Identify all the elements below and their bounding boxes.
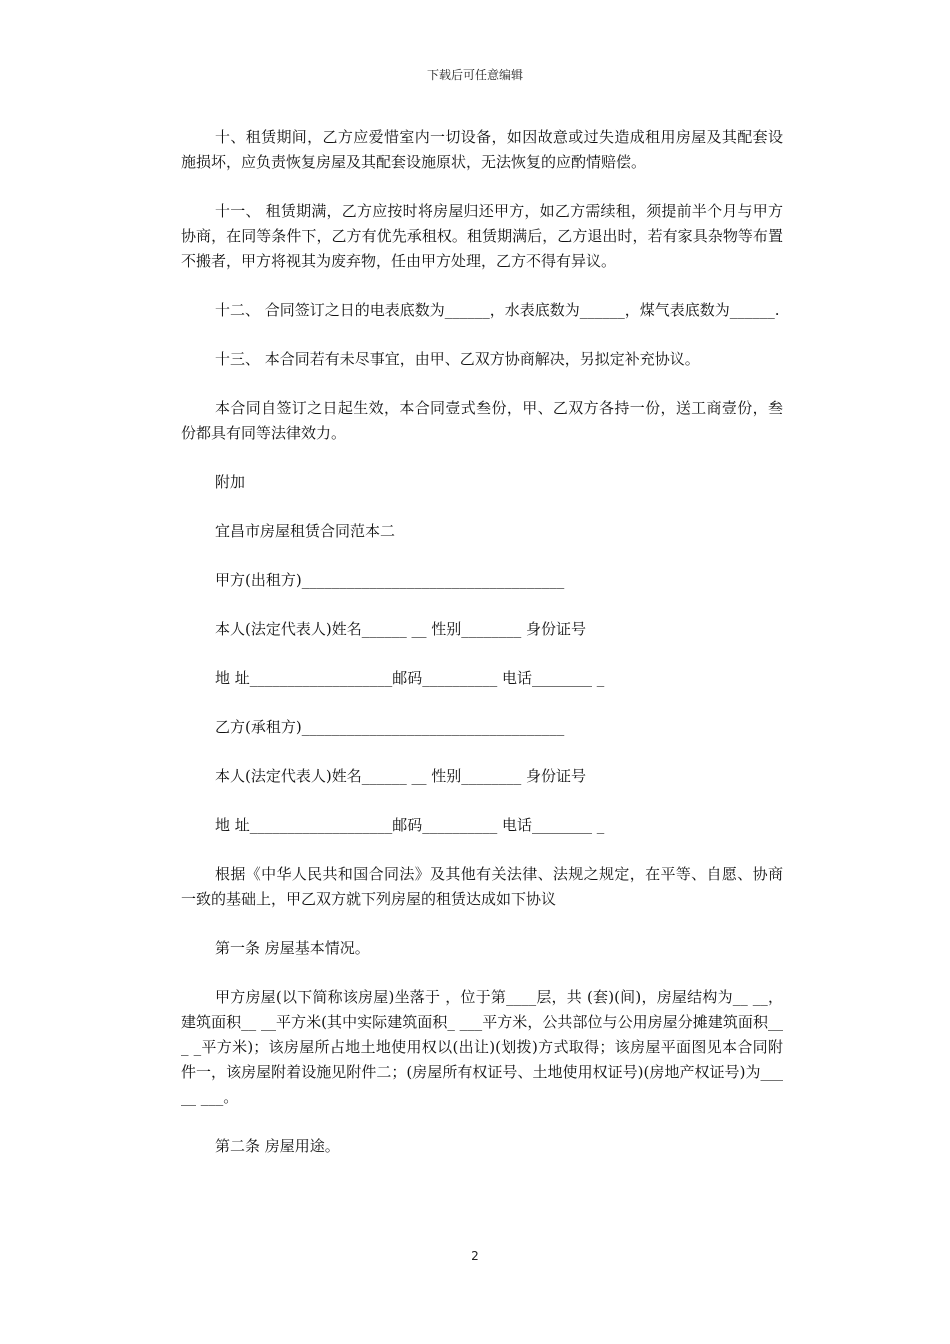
- preamble-paragraph: 根据《中华人民共和国合同法》及其他有关法律、法规之规定，在平等、自愿、协商一致的基础上，甲乙双方就下列房屋的租赁达成如下协议: [181, 865, 783, 908]
- clause-12: 十二、 合同签订之日的电表底数为______，水表底数为______，煤气表底数为______.: [215, 301, 780, 319]
- clause-10: 十、租赁期间，乙方应爱惜室内一切设备，如因故意或过失造成租用房屋及其配套设施损坏，应负责恢复房屋及其配套设施原状，无法恢复的应酌情赔偿。: [181, 128, 783, 171]
- article-1-heading: 第一条 房屋基本情况。: [215, 939, 370, 957]
- party-a-address: 地 址___________________邮码__________ 电话________ _: [215, 669, 605, 687]
- party-b-representative: 本人(法定代表人)姓名______ __ 性别________ 身份证号: [215, 767, 587, 785]
- document-body: [181, 125, 783, 1183]
- header-note: 下载后可任意编辑: [426, 68, 523, 82]
- party-b-line: 乙方(承租方)___________________________________: [215, 718, 565, 736]
- page-number: 2: [471, 1249, 479, 1263]
- party-a-line: 甲方(出租方)___________________________________: [215, 571, 565, 589]
- clause-11: 十一、 租赁期满，乙方应按时将房屋归还甲方，如乙方需续租，须提前半个月与甲方协商，在同等条件下，乙方有优先承租权。租赁期满后，乙方退出时，若有家具杂物等布置不搬者，甲方将视其为废弃物，任由甲方处理，乙方不得有异议。: [181, 202, 783, 270]
- party-b-address: 地 址___________________邮码__________ 电话________ _: [215, 816, 605, 834]
- template-two-title: 宜昌市房屋租赁合同范本二: [215, 522, 396, 540]
- article-1-body: 甲方房屋(以下简称该房屋)坐落于 ，位于第____层，共 (套)(间)，房屋结构为__ __，建筑面积__ __平方米(其中实际建筑面积_ ___平方米，公共部位与公用房屋分摊建筑面积___ _平方米)；该房屋所占地土地使用权以(出让)(划拨)方式取得；该房屋平面图见本合同附件一，该房屋附着设施见附件二；(房屋所有权证号、土地使用权证号)(房地产权证号)为_____ ___。: [181, 988, 783, 1106]
- party-a-representative: 本人(法定代表人)姓名______ __ 性别________ 身份证号: [215, 620, 587, 638]
- appendix-label: 附加: [215, 473, 246, 491]
- article-2-heading: 第二条 房屋用途。: [215, 1137, 340, 1155]
- effectiveness-paragraph: 本合同自签订之日起生效，本合同壹式叁份，甲、乙双方各持一份，送工商壹份，叁份都具有同等法律效力。: [181, 399, 783, 442]
- clause-13: 十三、 本合同若有未尽事宜，由甲、乙双方协商解决，另拟定补充协议。: [215, 350, 700, 368]
